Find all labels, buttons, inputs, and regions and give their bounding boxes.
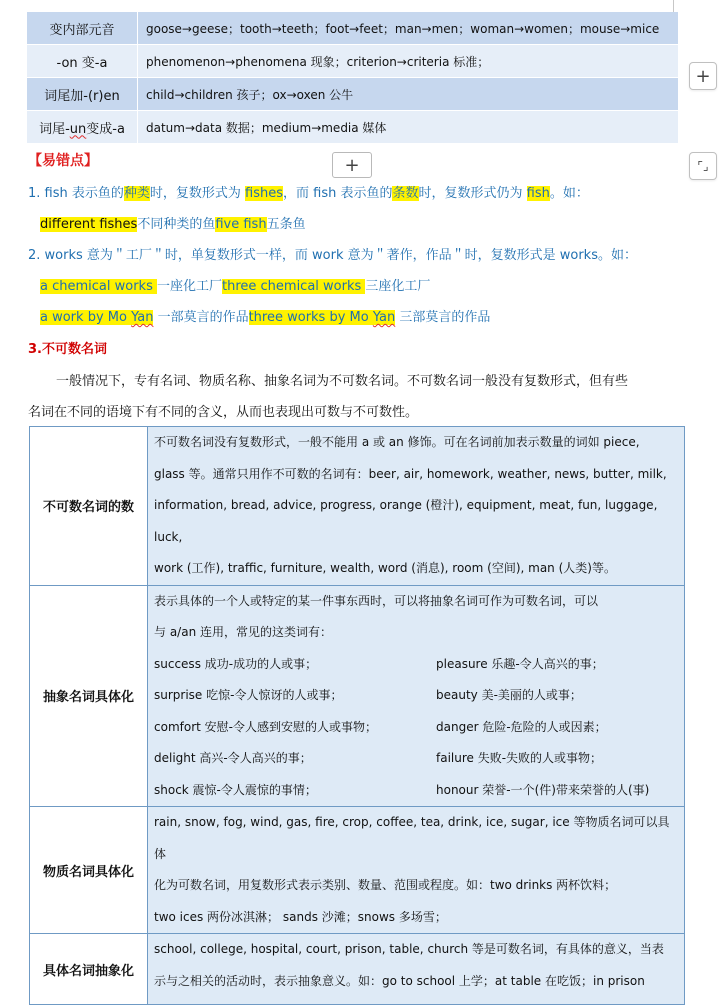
table-row: [27, 111, 678, 144]
insert-row-button[interactable]: [332, 152, 372, 178]
plus-icon: +: [695, 65, 711, 87]
rule-label: -on 变-a: [27, 45, 138, 78]
rule-label: 词尾-un变成-a: [27, 111, 138, 144]
row-content: 表示具体的一个人或特定的某一件事东西时，可以将抽象名词可作为可数名词，可以 与 a/an 连用，常见的这类词有： success 成功-成功的人或事； pleasure 乐趣-令人高兴的事； surprise 吃惊-令人惊讶的人或事； beauty 美-美丽的人或事； comfort 安慰-令人感到安慰的人或事物； danger 危险-危险的人或因素； delight 高兴-令人高兴的事； failure 失败-失败的人或事物； shock 震惊-令人震惊的事情； honour 荣誉-一个(件)带来荣誉的人(事): [148, 585, 685, 807]
word-pair: delight 高兴-令人高兴的事； failure 失败-失败的人或事物；: [154, 751, 603, 765]
word-pair: surprise 吃惊-令人惊讶的人或事； beauty 美-美丽的人或事；: [154, 688, 582, 702]
page-edge-line: [673, 0, 674, 12]
row-content: school, college, hospital, court, prison, table, church 等是可数名词，有具体的意义，当表 示与之相关的活动时，表示抽象意义。如：go to school 上学；at table 在吃饭；in prison: [148, 934, 685, 1005]
rule-examples: child→children 孩子；ox→oxen 公牛: [138, 78, 679, 111]
word-pair: success 成功-成功的人或事； pleasure 乐趣-令人高兴的事；: [154, 656, 604, 671]
section-heading: 3.不可数名词: [28, 342, 107, 357]
row-label: 不可数名词的数: [30, 427, 148, 586]
intro-paragraph-line-1: 一般情况下，专有名词、物质名称、抽象名词为不可数名词。不可数名词一般没有复数形式，但有些: [56, 374, 629, 389]
rule-examples: goose→geese；tooth→teeth；foot→feet；man→men；woman→women；mouse→mice: [138, 12, 679, 45]
row-content: 不可数名词没有复数形式，一般不能用 a 或 an 修饰。可在名词前加表示数量的词如 piece, glass 等。通常只用作不可数的名词有：beer, air, homework, weather, news, butter, milk, information, bread, advice, progress, orange (橙汁), equipment, meat, fun, luggage, luck, work (工作), traffic, furniture, wealth, word (消息), room (空间), man (人类)等。: [148, 427, 685, 586]
table-row: [27, 78, 678, 111]
table-row: [30, 807, 685, 934]
table-row: [27, 12, 678, 45]
plus-icon: +: [344, 154, 360, 176]
plural-change-table: [27, 12, 678, 144]
add-block-button[interactable]: [689, 62, 717, 90]
error-point-2: 2. works 意为＂工厂＂时，单复数形式一样，而 work 意为＂著作，作品＂时，复数形式是 works。如：: [28, 248, 637, 263]
word-pair: comfort 安慰-令人感到安慰的人或事物； danger 危险-危险的人或因素；: [154, 719, 607, 734]
table-row: [30, 585, 685, 807]
error-points-heading: 【易错点】: [28, 153, 98, 169]
word-pair: shock 震惊-令人震惊的事情； honour 荣誉-一个(件)带来荣誉的人(事): [154, 782, 650, 797]
intro-paragraph-line-2: 名词在不同的语境下有不同的含义，从而也表现出可数与不可数性。: [28, 405, 419, 420]
table-row: [27, 45, 678, 78]
error-point-2-example-1: a chemical works 一座化工厂three chemical works 三座化工厂: [40, 279, 431, 294]
layout-options-button[interactable]: [689, 152, 717, 180]
rule-examples: datum→data 数据；medium→media 媒体: [138, 111, 679, 144]
rule-examples: phenomenon→phenomena 现象；criterion→criteria 标准；: [138, 45, 679, 78]
row-label: 物质名词具体化: [30, 807, 148, 934]
error-point-1: 1. fish 表示鱼的种类时，复数形式为 fishes，而 fish 表示鱼的条数时，复数形式仍为 fish。如：: [28, 186, 589, 201]
row-content: rain, snow, fog, wind, gas, fire, crop, coffee, tea, drink, ice, sugar, ice 等物质名词可以具体 化为可数名词，用复数形式表示类别、数量、范围或程度。如：two drinks 两杯饮料； two ices 两份冰淇淋； sands 沙滩；snows 多场雪；: [148, 807, 685, 934]
rule-label: 变内部元音: [27, 12, 138, 45]
row-label: 具体名词抽象化: [30, 934, 148, 1005]
table-row: [30, 934, 685, 1005]
error-point-2-example-2: a work by Mo Yan 一部莫言的作品three works by Mo Yan 三部莫言的作品: [40, 310, 491, 325]
row-label: 抽象名词具体化: [30, 585, 148, 807]
table-row: [30, 427, 685, 586]
corner-bracket-icon: ⌜⌟: [697, 159, 709, 173]
error-point-1-example: different fishes不同种类的鱼five fish五条鱼: [40, 217, 306, 232]
rule-label: 词尾加-(r)en: [27, 78, 138, 111]
uncountable-noun-table: [29, 426, 685, 1005]
